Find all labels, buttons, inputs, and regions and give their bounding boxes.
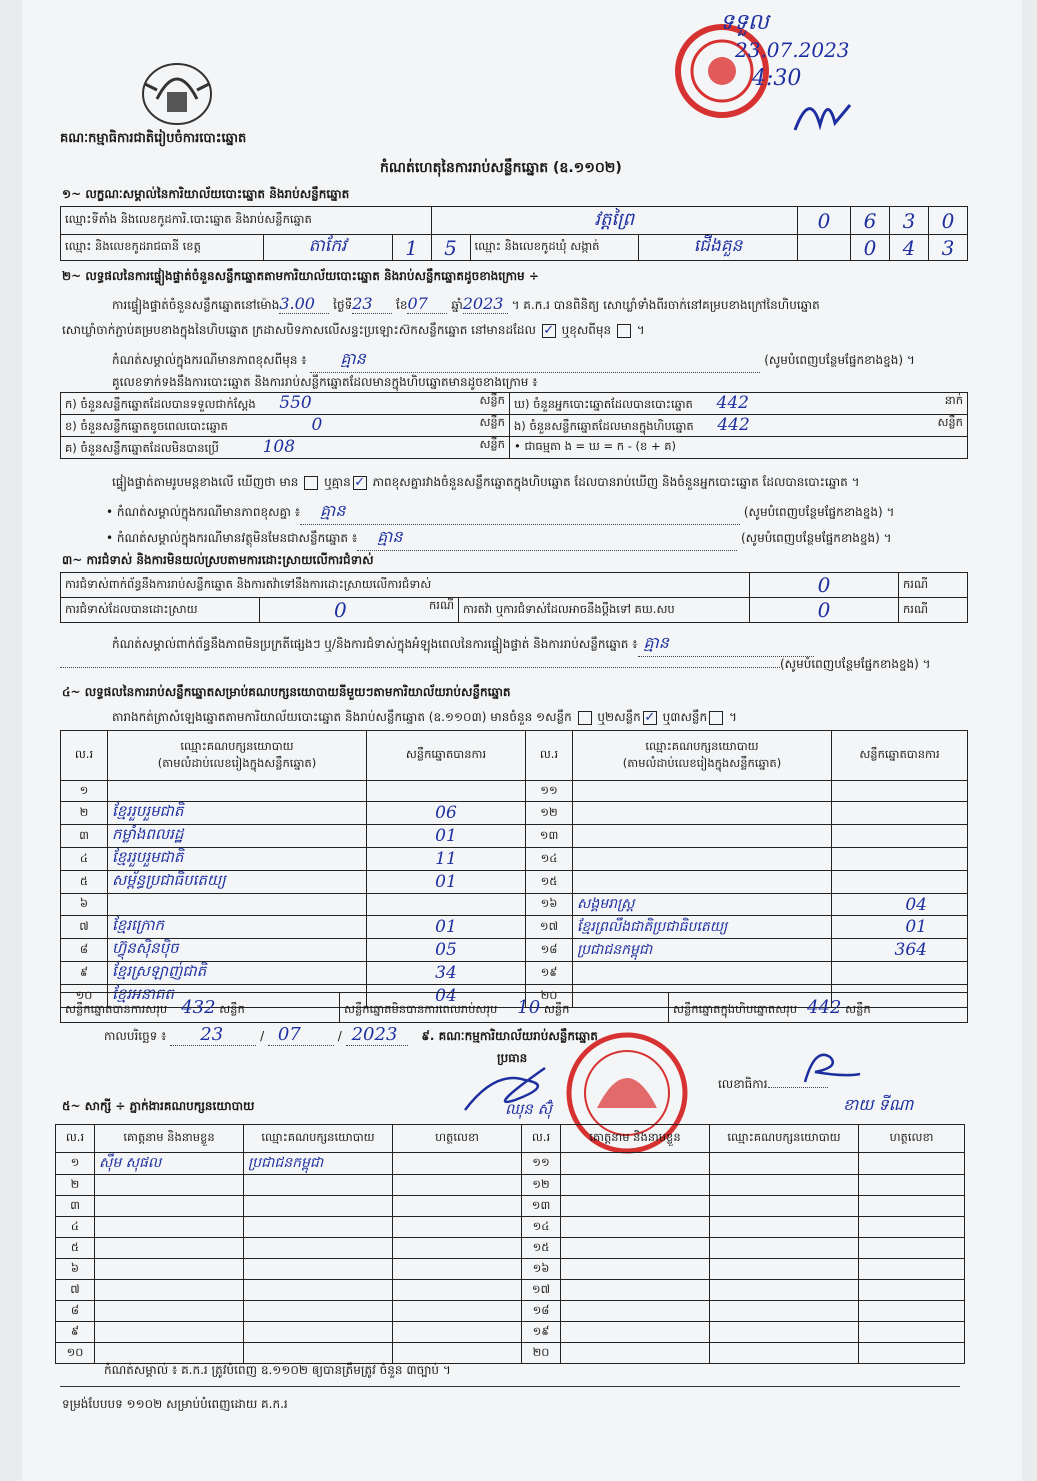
party-votes: 34 bbox=[435, 963, 457, 983]
witness-row: ៤ ១៤ bbox=[56, 1217, 965, 1238]
secretary-name: ខាយ ទីណា bbox=[843, 1095, 914, 1114]
sec4-heading: ៤~ លទ្ធផលនៃការរាប់សន្លឹកឆ្នោតសម្រាប់គណបក្សនយោបាយនីមួយៗតាមការិយាល័យរាប់សន្លឹកឆ្នោត bbox=[62, 685, 511, 699]
total-valid: 432 bbox=[181, 996, 216, 1018]
sec4-intro: តារាងកត់ត្រាសំឡេងឆ្នោតតាមការិយាល័យបោះឆ្នោត និងរាប់សន្លឹកឆ្នោត (ឧ.១១០៣) មានចំនួន ១សន្លឹក ឬ២សន្លឹក ✓ ឬ៣សន្លឹក ។ bbox=[112, 709, 737, 725]
unused-ballots: 108 bbox=[262, 437, 296, 457]
witness-row: ៦ ១៦ bbox=[56, 1259, 965, 1280]
party-votes: 11 bbox=[435, 849, 457, 869]
sec2-heading: ២~ លទ្ធផលនៃការផ្ទៀងផ្ទាត់ចំនួនសន្លឹកឆ្នោតតាមការិយាល័យបោះឆ្នោត និងរាប់សន្លឹកឆ្នោតដូចខាងក្រោម ÷ bbox=[62, 269, 539, 283]
party-votes: 01 bbox=[435, 917, 457, 937]
objection-label: ការជំទាស់ពាក់ព័ន្ធនឹងការរាប់សន្លឹកឆ្នោត និងការតវ៉ាទៅនឹងការដោះស្រាយលើការជំទាស់ bbox=[61, 573, 750, 598]
station-name: វត្តព្រៃ bbox=[594, 209, 635, 230]
secretary-signature bbox=[795, 1042, 865, 1092]
table-row: ៩ ខ្មែរស្រឡាញ់ជាតិ 34 ១៩ bbox=[61, 962, 968, 985]
sec2-bullet1: • កំណត់សម្គាល់ក្នុងករណីមានភាពខុសគ្នា ៖ គ្មាន (សូមបំពេញបន្ថែមផ្នែកខាងខ្នង) ។ bbox=[106, 500, 968, 525]
witness-row: ២ ១២ bbox=[56, 1175, 965, 1196]
check-year: 2023 bbox=[463, 294, 508, 314]
check-day: 23 bbox=[352, 294, 392, 314]
sec2-count-table: ក) ចំនួនសន្លឹកឆ្នោតដែលបានទទួលជាក់ស្តែង 550 សន្លឹក ឃ) ចំនួនអ្នកបោះឆ្នោតដែលបានបោះឆ្នោត 442 នាក់ ខ) ចំនួនសន្លឹកឆ្នោតខូចពេលបោះឆ្នោត 0 សន្លឹក ង) ចំនួនសន្លឹកឆ្នោតដែលមានក្នុងហិបឆ្នោត 442 សន្លឹក គ) ចំនួនសន្លឹកឆ្នោតដែលមិនបានប្រើ 108 សន្លឹក • ជាធម្មតា ង = ឃ = ក - (ខ + គ) bbox=[60, 392, 968, 459]
footer-rule bbox=[60, 1386, 960, 1387]
total-invalid: 10 bbox=[517, 996, 541, 1018]
table-row: ៦ ១៦ សង្គមរាស្ត្រ 04 bbox=[61, 894, 968, 916]
secretary-label: លេខាធិការ bbox=[718, 1076, 828, 1094]
table-row: ១០ ខ្មែរអនាគត 04 ២០ bbox=[61, 985, 968, 1008]
objection-count: 0 bbox=[817, 573, 831, 597]
party-name: ហ៊្វុនស៊ិនប៉ិច bbox=[112, 939, 179, 957]
sec2-bullet2: • កំណត់សម្គាល់ក្នុងករណីមានវត្ថុមិនមែនជាសន្លឹកឆ្នោត ៖ គ្មាន (សូមបំពេញបន្ថែមផ្នែកខាងខ្នង) ។ bbox=[106, 526, 968, 551]
sec2-para1-line2: សោឃ្លាំចាក់ភ្ជាប់គម្របខាងក្នុងនៃហិបឆ្នោត ក្រដាសបិទភាសលើសន្ទះប្រឡោះស៊កសន្លឹកឆ្នោត នៅមានដដែល ✓ ឬខុសពីមុន ។ bbox=[62, 322, 645, 338]
party-name: ខ្មែរអនាគត bbox=[112, 985, 174, 1003]
province-code-2: 5 bbox=[444, 235, 457, 260]
total-in-box: 442 bbox=[807, 996, 842, 1018]
party-name: កម្លាំងពលរដ្ឋ bbox=[112, 825, 184, 843]
party-votes: 04 bbox=[905, 894, 927, 915]
appeal-count: 0 bbox=[817, 598, 831, 622]
count-date: កាលបរិច្ឆេទ ៖ 23 / 07 / 2023 ៩. គណៈកម្មការិយាល័យរាប់សន្លឹកឆ្នោត bbox=[104, 1024, 598, 1045]
sec2-intro: គូលេខទាក់ទងនឹងការបោះឆ្នោត និងការរាប់សន្លឹកឆ្នោតដែលមានក្នុងហិបឆ្នោតមានដូចខាងក្រោម ៖ bbox=[112, 375, 538, 389]
party-name: សង្គមរាស្ត្រ bbox=[577, 896, 635, 912]
received-ballots: 550 bbox=[279, 393, 312, 413]
table-row: ៤ ខ្មែររួបរួមជាតិ 11 ១៤ bbox=[61, 848, 968, 871]
party-votes: 04 bbox=[435, 986, 457, 1006]
chair-label: ប្រធាន bbox=[497, 1051, 528, 1065]
results-table: ល.រ ឈ្មោះគណបក្សនយោបាយ (តាមលំដាប់លេខរៀងក្នុងសន្លឹកឆ្នោត) សន្លឹកឆ្នោតបានការ ល.រ ឈ្មោះគណបក្សនយោបាយ (តាមលំដាប់លេខរៀងក្នុងសន្លឹកឆ្នោត) សន្លឹកឆ្នោតបានការ ១ ១១ ២ ខ្មែររួបរួមជាតិ 06 ១២ ៣ កម្លាំងពលរដ្ឋ 01 ១៣ ៤ ខ្មែររួបរួមជាតិ 11 ១៤ ៥ សម្ព័ន្ធប្រជាធិបតេយ្យ 01 ១៥ ៦ ១៦ សង្គមរាស្ត្រ 04 ៧ ខ្មែរក្រោក 01 ១៧ ខ្មែរព្រលឹងជាតិប្រជាធិបតេយ្យ 01 ៨ ហ៊្វុនស៊ិនប៉ិច 05 ១៨ ប្រជាជនកម្ពុជា 364 ៩ ខ្មែរស្រឡាញ់ជាតិ 34 ១៩ ១០ ខ្មែរអនាគត 04 ២០ bbox=[60, 730, 968, 1008]
stamp-date: 23.07.2023 bbox=[735, 38, 850, 62]
table-row: ៣ កម្លាំងពលរដ្ឋ 01 ១៣ bbox=[61, 825, 968, 848]
same-checkbox[interactable]: ✓ bbox=[543, 322, 555, 338]
sec2-para1: ការផ្ទៀងផ្ទាត់ចំនួនសន្លឹកឆ្នោតនៅម៉ោង3.00 ថ្ងៃទី23 ខែ07 ឆ្នាំ2023 ។ គ.ក.រ បានពិនិត្យ សោឃ្លាំទាំងពីរចាក់នៅគម្របខាងក្រៅនៃហិបឆ្នោត bbox=[112, 294, 820, 313]
committee-name: គណៈកម្មាធិការជាតិរៀបចំការបោះឆ្នោត bbox=[60, 131, 247, 146]
party-name: ខ្មែរព្រលឹងជាតិប្រជាធិបតេយ្យ bbox=[577, 918, 728, 935]
station-code-1: 0 bbox=[817, 208, 831, 233]
different-checkbox[interactable] bbox=[617, 324, 631, 338]
table-row: ១ ១១ bbox=[61, 781, 968, 802]
party-votes: 364 bbox=[894, 940, 927, 960]
footer: ទម្រង់បែបបទ ១១០២ សម្រាប់បំពេញដោយ គ.ក.រ bbox=[62, 1397, 288, 1411]
one-sheet-checkbox[interactable] bbox=[578, 711, 592, 725]
sec3-heading: ៣~ ការជំទាស់ និងការមិនយល់ស្របតាមការដោះស្រាយលើការជំទាស់ bbox=[62, 553, 374, 567]
table-row: ៧ ខ្មែរក្រោក 01 ១៧ ខ្មែរព្រលឹងជាតិប្រជាធិបតេយ្យ 01 bbox=[61, 916, 968, 939]
party-votes: 01 bbox=[435, 826, 457, 846]
ballots-in-box: 442 bbox=[717, 415, 750, 435]
station-code-2: 6 bbox=[863, 208, 877, 233]
party-votes: 01 bbox=[435, 872, 457, 892]
sec5-note: កំណត់សម្គាល់ ៖ គ.ក.រ ត្រូវបំពេញ ឧ.១១០២ ឲ្យបានត្រឹមត្រូវ ចំនួន ៣ច្បាប់ ។ bbox=[104, 1363, 451, 1377]
sec2-note1-value: គ្មាន bbox=[310, 348, 760, 373]
sec3-note-value: គ្មាន bbox=[638, 632, 814, 657]
voters-count: 442 bbox=[716, 393, 749, 413]
table-row: ៨ ហ៊្វុនស៊ិនប៉ិច 05 ១៨ ប្រជាជនកម្ពុជា 364 bbox=[61, 939, 968, 962]
no-difference-checkbox[interactable]: ✓ bbox=[354, 474, 366, 490]
results-summary: សន្លឹកឆ្នោតបានការសរុប 432 សន្លឹក សន្លឹកឆ្នោតមិនបានការពេលរាប់សរុប 10 សន្លឹក សន្លឹកឆ្នោតក្នុងហិបឆ្នោតសរុប 442 សន្លឹក bbox=[60, 992, 968, 1023]
party-name: ខ្មែរស្រឡាញ់ជាតិ bbox=[112, 962, 207, 980]
check-time: 3.00 bbox=[279, 294, 329, 314]
province-code-1: 1 bbox=[405, 235, 418, 260]
sec1-table bbox=[60, 206, 968, 261]
foreign-objects-note: គ្មាន bbox=[357, 526, 737, 551]
party-name: ខ្មែររួបរួមជាតិ bbox=[112, 848, 184, 866]
commune-label: ឈ្មោះ និងលេខកូដឃុំ សង្កាត់ bbox=[470, 235, 639, 261]
party-votes: 06 bbox=[435, 803, 457, 823]
witness-table: ល.រ គោត្តនាម និងនាមខ្លួន ឈ្មោះគណបក្សនយោបាយ ហត្ថលេខា ល.រ គោត្តនាម និងនាមខ្លួន ឈ្មោះគណបក្សនយោបាយ ហត្ថលេខា ១ ស៊ឹម សុផល ប្រជាជនកម្ពុជា ១១ ២ ១២ ៣ ១៣ ៤ ១៤ ៥ ១៥ ៦ ១៦ ៧ ១៧ ៨ ១៨ ៩ ១៩ ១០ ២០ bbox=[55, 1124, 965, 1364]
sec2-note1: កំណត់សម្គាល់ក្នុងករណីមានភាពខុសពីមុន ៖ គ្មាន (សូមបំពេញបន្ថែមផ្នែកខាងខ្នង) ។ bbox=[112, 348, 968, 373]
sec3-table: ការជំទាស់ពាក់ព័ន្ធនឹងការរាប់សន្លឹកឆ្នោត និងការតវ៉ាទៅនឹងការដោះស្រាយលើការជំទាស់ 0 ករណី ការជំទាស់ដែលបានដោះស្រាយ 0 ករណី ការតវ៉ា ឬការជំទាស់ដែលអាចនឹងប្តឹងទៅ គឃ.សប 0 ករណី bbox=[60, 572, 968, 623]
witness-row: ៣ ១៣ bbox=[56, 1196, 965, 1217]
party-name: ខ្មែររួបរួមជាតិ bbox=[112, 802, 184, 820]
sec2-compare: ផ្ទៀងផ្ទាត់តាមរូបមន្តខាងលើ ឃើញថា មាន ឬគ្មាន ✓ ភាពខុសគ្នារវាងចំនួនសន្លឹកឆ្នោតក្នុងហិបឆ្នោត ដែលបានរាប់ឃើញ និងចំនួនអ្នកបោះឆ្នោត ដែលបានបោះឆ្នោត ។ bbox=[112, 474, 860, 490]
province-label: ឈ្មោះ និងលេខកូដរាជធានី ខេត្ត bbox=[61, 235, 264, 261]
nec-emblem bbox=[137, 54, 217, 126]
commune-name: ជើងគួន bbox=[693, 236, 743, 256]
table-row: ២ ខ្មែររួបរួមជាតិ 06 ១២ bbox=[61, 802, 968, 825]
stamp-received: ទទួល bbox=[720, 10, 769, 35]
commune-code-2: 4 bbox=[902, 235, 916, 260]
chair-name: ឈុន ស៊ុំ bbox=[505, 1100, 552, 1118]
party-name: ខ្មែរក្រោក bbox=[112, 916, 165, 934]
party-name: សម្ព័ន្ធប្រជាធិបតេយ្យ bbox=[112, 871, 226, 889]
three-sheets-checkbox[interactable] bbox=[709, 711, 723, 725]
check-month: 07 bbox=[407, 294, 447, 314]
party-votes: 01 bbox=[905, 917, 927, 937]
sec3-note: កំណត់សម្គាល់ពាក់ព័ន្ធនឹងភាពមិនប្រក្រតីផ្សេងៗ ឬ/និងការជំទាស់ក្នុងអំឡុងពេលនៃការផ្ទៀងផ្ទាត់ និងការរាប់សន្លឹកឆ្នោត ៖ គ្មាន bbox=[112, 632, 968, 657]
difference-note: គ្មាន bbox=[300, 500, 740, 525]
witness-row: ៩ ១៩ bbox=[56, 1322, 965, 1343]
province-name: តាកែវ bbox=[308, 236, 347, 256]
witness-row: ១០ ២០ bbox=[56, 1343, 965, 1364]
commune-code-3: 3 bbox=[941, 235, 955, 260]
station-code-3: 3 bbox=[902, 208, 916, 233]
two-sheets-checkbox[interactable]: ✓ bbox=[644, 709, 656, 725]
count-year: 2023 bbox=[346, 1024, 408, 1046]
form-title: កំណត់ហេតុនៃការរាប់សន្លឹកឆ្នោត (ឧ.១១០២) bbox=[380, 160, 622, 176]
station-code-4: 0 bbox=[941, 208, 955, 233]
spoiled-ballots: 0 bbox=[311, 415, 323, 435]
witness-row: ១ ស៊ឹម សុផល ប្រជាជនកម្ពុជា ១១ bbox=[56, 1153, 965, 1175]
party-votes: 05 bbox=[435, 940, 457, 960]
sec5-heading: ៥~ សាក្សី ÷ ភ្នាក់ងារគណបក្សនយោបាយ bbox=[62, 1099, 255, 1113]
witness-party: ប្រជាជនកម្ពុជា bbox=[248, 1155, 324, 1171]
has-difference-checkbox[interactable] bbox=[304, 476, 318, 490]
stamp-time: 4:30 bbox=[752, 66, 802, 91]
count-month: 07 bbox=[268, 1024, 334, 1046]
table-row: ៥ សម្ព័ន្ធប្រជាធិបតេយ្យ 01 ១៥ bbox=[61, 871, 968, 894]
witness-row: ៨ ១៨ bbox=[56, 1301, 965, 1322]
stamp-signature bbox=[790, 85, 860, 145]
witness-name: ស៊ឹម សុផល bbox=[99, 1155, 162, 1171]
resolved-count: 0 bbox=[334, 598, 347, 622]
witness-row: ៧ ១៧ bbox=[56, 1280, 965, 1301]
sec1-heading: ១~ លក្ខណៈសម្គាល់នៃការិយាល័យបោះឆ្នោត និងរាប់សន្លឹកឆ្នោត bbox=[62, 187, 350, 201]
station-label: ឈ្មោះទីតាំង និងលេខកូដការិ.បោះឆ្នោត និងរាប់សន្លឹកឆ្នោត bbox=[61, 207, 432, 235]
party-name: ប្រជាជនកម្ពុជា bbox=[577, 941, 653, 958]
formula: • ជាធម្មតា ង = ឃ = ក - (ខ + គ) bbox=[510, 437, 968, 459]
witness-row: ៥ ១៥ bbox=[56, 1238, 965, 1259]
count-day: 23 bbox=[170, 1024, 256, 1046]
commune-code-1: 0 bbox=[863, 235, 877, 260]
